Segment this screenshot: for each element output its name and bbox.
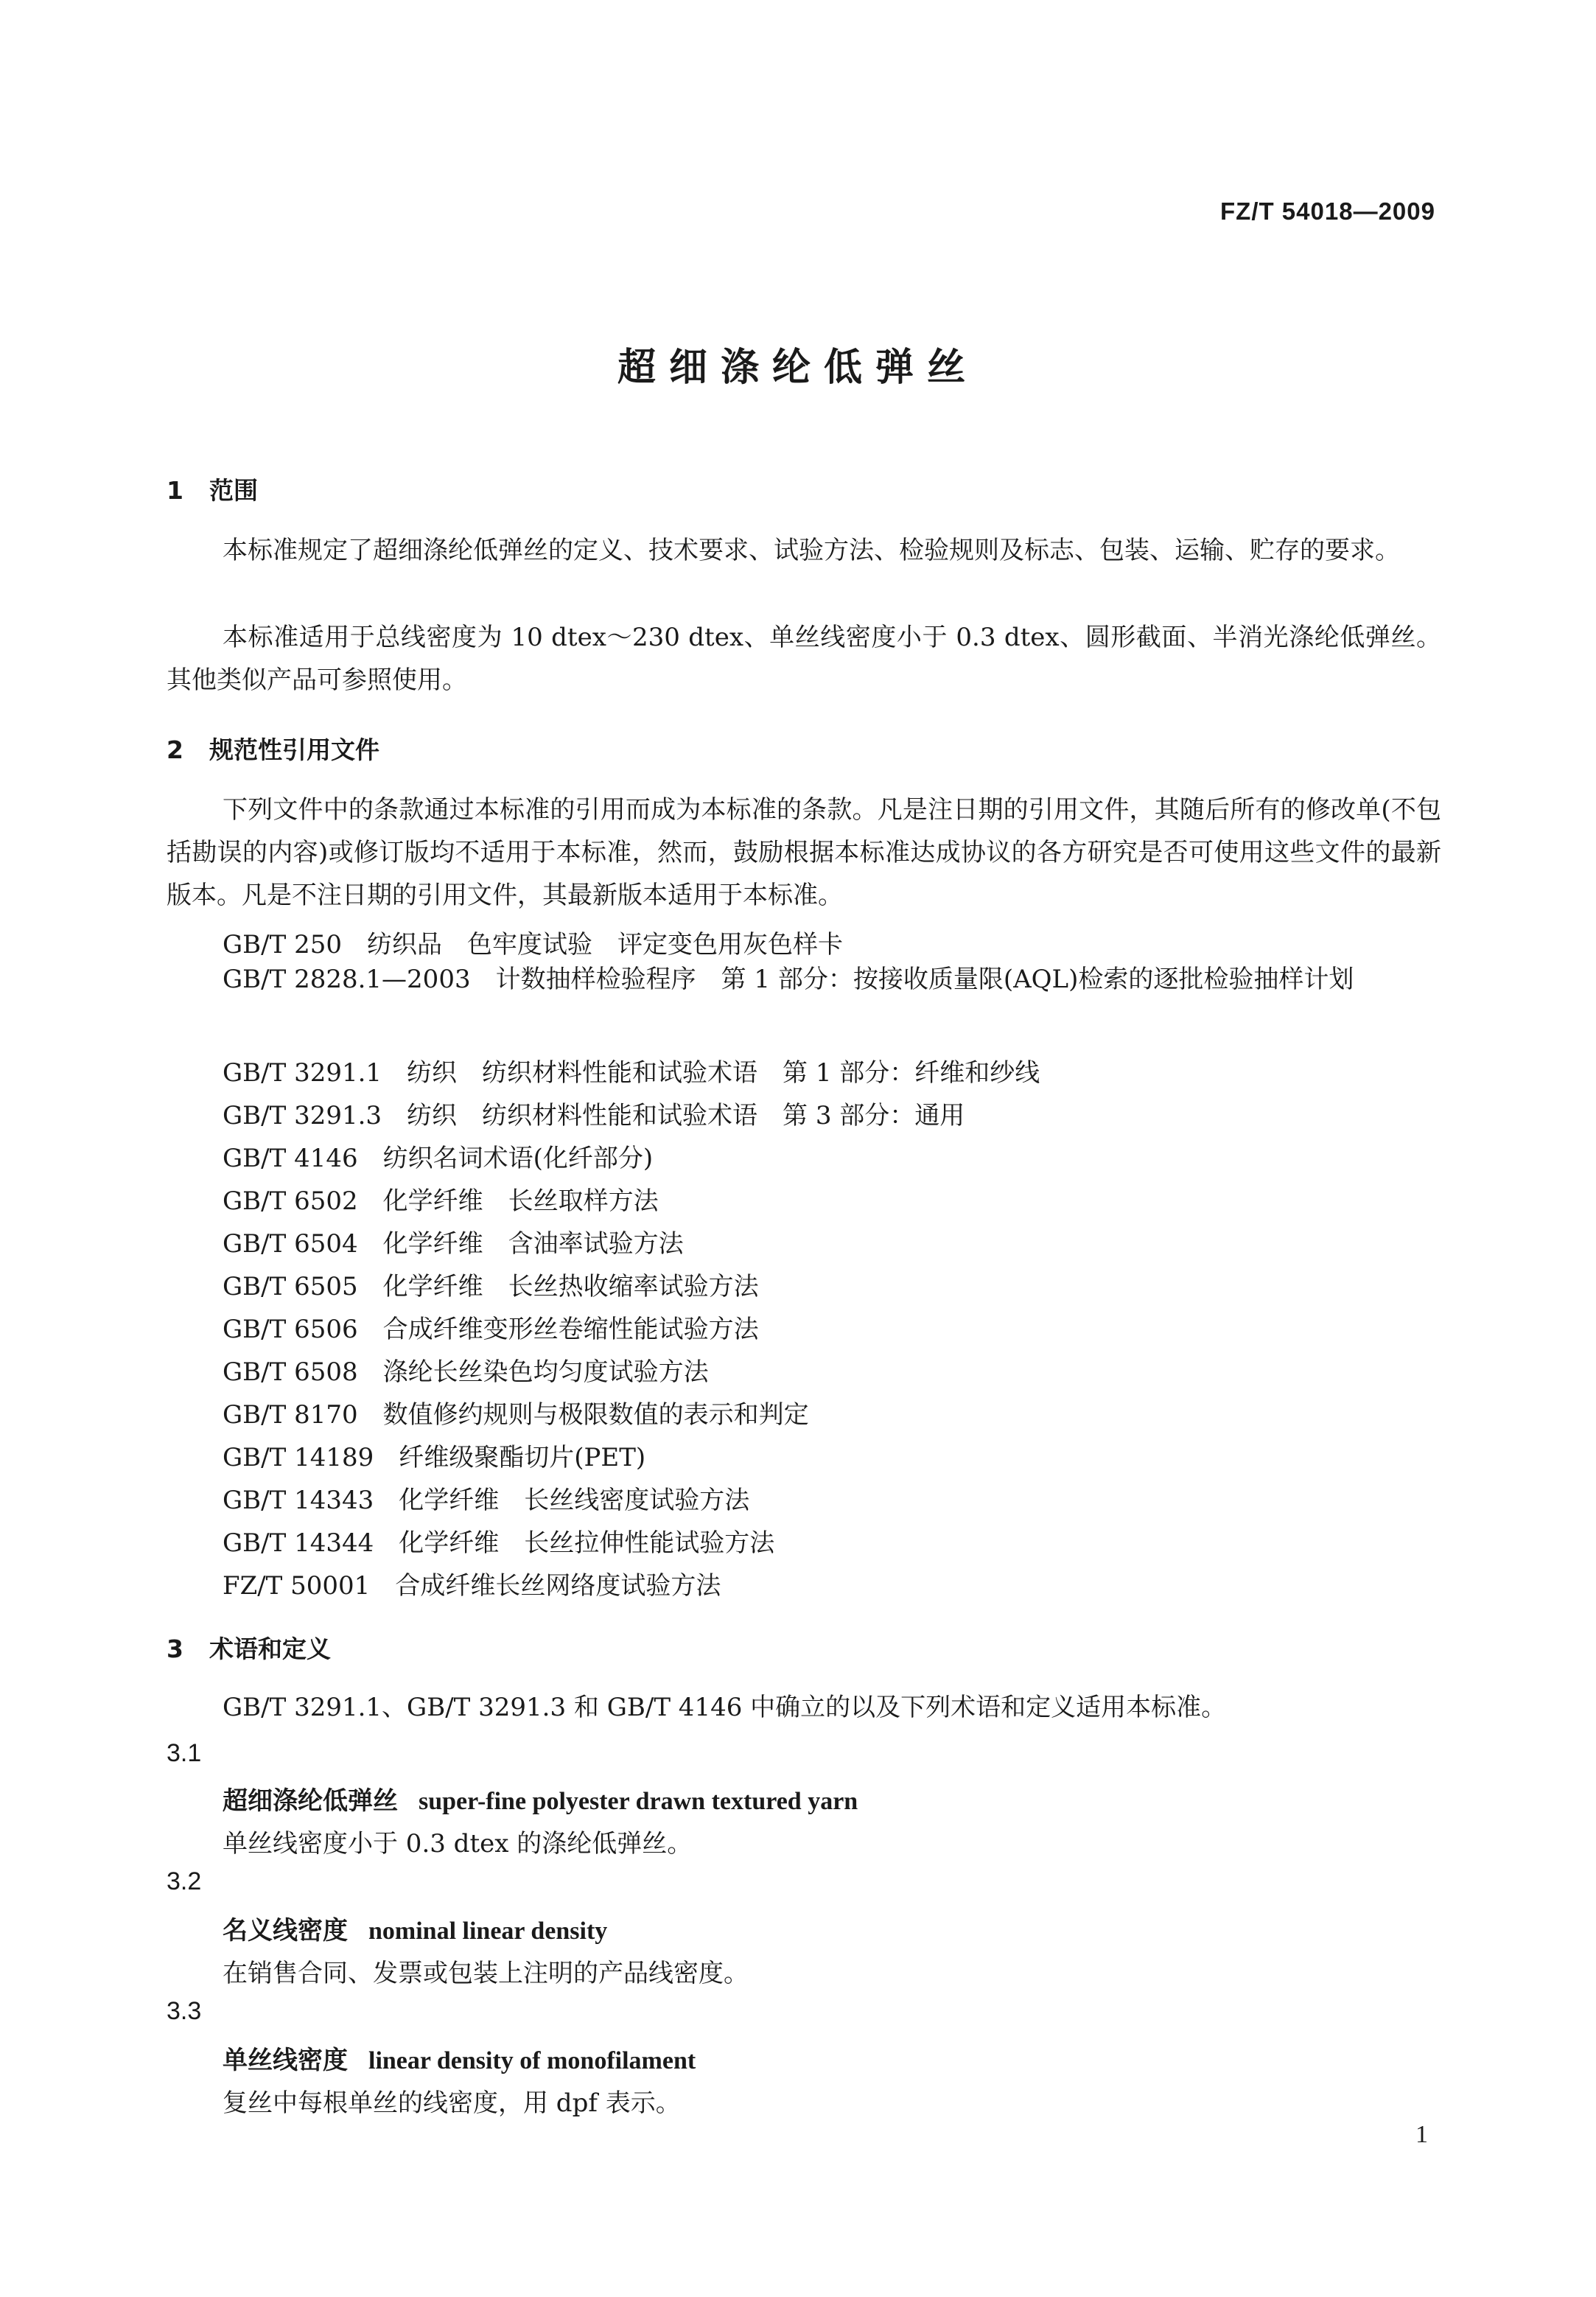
term-number: 3.2 (167, 1867, 202, 1895)
term-entry (223, 1910, 607, 1946)
section-1-heading (167, 472, 258, 506)
reference-item: GB/T 250 纺织品 色牢度试验 评定变色用灰色样卡 (223, 930, 843, 959)
section-3-paragraph-1: GB/T 3291.1、GB/T 3291.3 和 GB/T 4146 中确立的以及下列术语和定义适用本标准。 (223, 1693, 1227, 1722)
section-3-heading (167, 1630, 331, 1665)
page-number: 1 (1415, 2121, 1428, 2148)
section-title: 术语和定义 (209, 1635, 331, 1663)
term-english: linear density of monofilament (368, 2047, 696, 2074)
reference-item: GB/T 4146 纺织名词术语(化纤部分) (223, 1144, 654, 1173)
section-number: 2 (167, 735, 183, 764)
term-definition: 在销售合同、发票或包装上注明的产品线密度。 (223, 1959, 749, 1988)
term-number: 3.3 (167, 1997, 202, 2025)
term-entry (223, 2040, 696, 2076)
reference-item: GB/T 2828.1—2003 计数抽样检验程序 第 1 部分：按接收质量限(AQL)检索的逐批检验抽样计划 (223, 965, 1354, 994)
section-1-paragraph-2: 本标准适用于总线密度为 10 dtex～230 dtex、单丝线密度小于 0.3 dtex、圆形截面、半消光涤纶低弹丝。其他类似产品可参照使用。 (167, 623, 1441, 695)
section-1-paragraph-1: 本标准规定了超细涤纶低弹丝的定义、技术要求、试验方法、检验规则及标志、包装、运输、贮存的要求。 (223, 536, 1400, 565)
term-definition: 单丝线密度小于 0.3 dtex 的涤纶低弹丝。 (223, 1829, 693, 1859)
reference-item: GB/T 8170 数值修约规则与极限数值的表示和判定 (223, 1400, 809, 1430)
section-2-heading (167, 731, 379, 766)
term-entry (223, 1780, 858, 1817)
section-title: 范围 (209, 476, 258, 505)
term-number: 3.1 (167, 1739, 202, 1767)
term-chinese: 单丝线密度 (223, 2046, 348, 2075)
reference-item: GB/T 6504 化学纤维 含油率试验方法 (223, 1229, 684, 1259)
reference-item: GB/T 6508 涤纶长丝染色均匀度试验方法 (223, 1357, 709, 1387)
section-title: 规范性引用文件 (209, 735, 379, 764)
reference-item: GB/T 3291.1 纺织 纺织材料性能和试验术语 第 1 部分：纤维和纱线 (223, 1058, 1040, 1088)
reference-item: GB/T 14189 纤维级聚酯切片(PET) (223, 1443, 646, 1472)
reference-item: GB/T 14344 化学纤维 长丝拉伸性能试验方法 (223, 1528, 775, 1558)
reference-item: GB/T 6502 化学纤维 长丝取样方法 (223, 1186, 659, 1216)
reference-item: GB/T 6506 合成纤维变形丝卷缩性能试验方法 (223, 1315, 759, 1344)
term-definition: 复丝中每根单丝的线密度，用 dpf 表示。 (223, 2088, 681, 2118)
reference-item: GB/T 14343 化学纤维 长丝线密度试验方法 (223, 1486, 750, 1515)
term-chinese: 超细涤纶低弹丝 (223, 1786, 398, 1816)
term-english: super-fine polyester drawn textured yarn (419, 1788, 858, 1815)
section-number: 1 (167, 476, 183, 505)
reference-item: GB/T 6505 化学纤维 长丝热收缩率试验方法 (223, 1272, 759, 1301)
section-number: 3 (167, 1635, 183, 1663)
term-chinese: 名义线密度 (223, 1916, 348, 1945)
standard-code: FZ/T 54018—2009 (1220, 197, 1435, 225)
term-english: nominal linear density (368, 1917, 608, 1945)
reference-item: FZ/T 50001 合成纤维长丝网络度试验方法 (223, 1571, 721, 1601)
section-2-paragraph-1: 下列文件中的条款通过本标准的引用而成为本标准的条款。凡是注日期的引用文件，其随后所有的修改单(不包括勘误的内容)或修订版均不适用于本标准，然而，鼓励根据本标准达成协议的各方研究是否可使用这些文件的最新版本。凡是不注日期的引用文件，其最新版本适用于本标准。 (167, 795, 1441, 910)
document-title: 超细涤纶低弹丝 (617, 346, 979, 390)
reference-item: GB/T 3291.3 纺织 纺织材料性能和试验术语 第 3 部分：通用 (223, 1101, 965, 1130)
